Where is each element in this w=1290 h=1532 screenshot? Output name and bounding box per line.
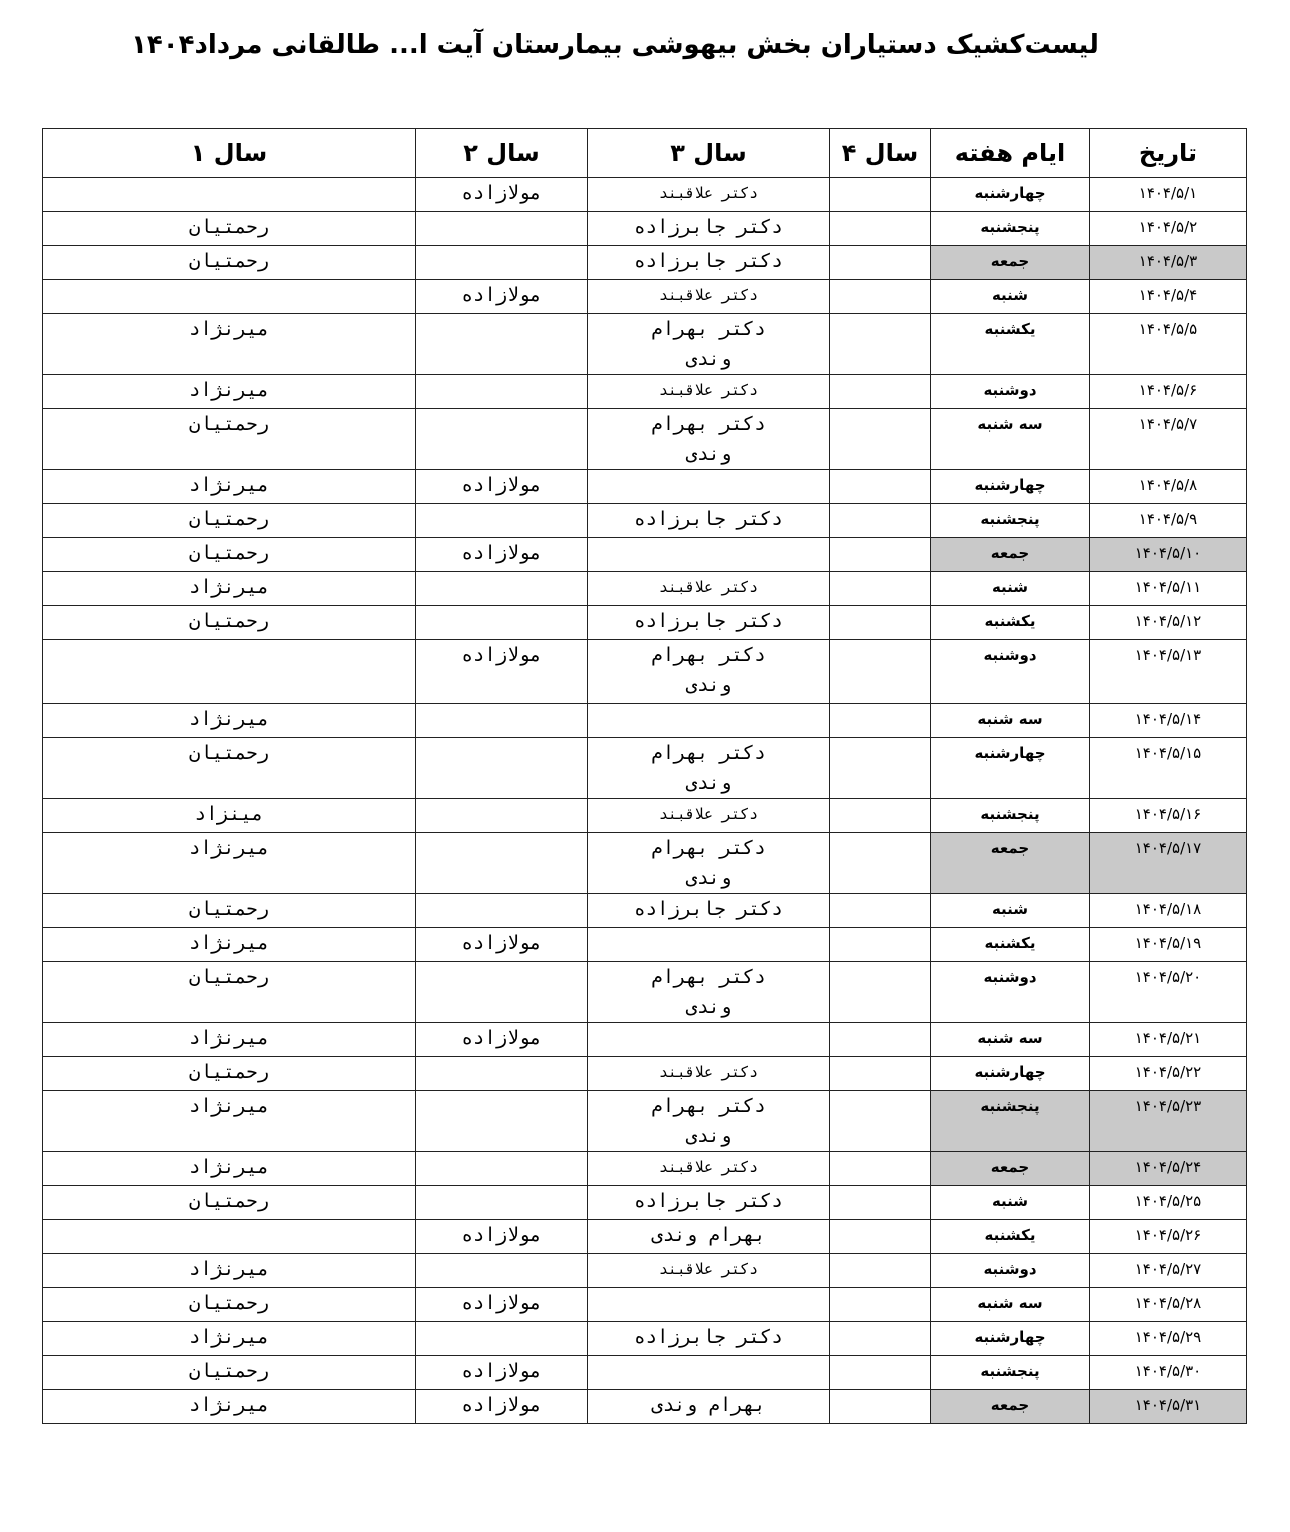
table-row xyxy=(43,833,1247,894)
weekday-cell: چهارشنبه xyxy=(931,470,1090,504)
date-cell: ۱۴۰۴/۵/۱۲ xyxy=(1090,606,1247,640)
date-cell: ۱۴۰۴/۵/۲۷ xyxy=(1090,1254,1247,1288)
year2-cell xyxy=(416,409,588,470)
weekday-cell: جمعه xyxy=(931,246,1090,280)
year3-cell xyxy=(588,1356,830,1390)
year4-cell xyxy=(830,1390,931,1424)
year4-cell xyxy=(830,375,931,409)
year3-cell: دکتر بهرام وندی xyxy=(588,409,830,470)
date-cell: ۱۴۰۴/۵/۲۴ xyxy=(1090,1152,1247,1186)
table-row xyxy=(43,1220,1247,1254)
year4-cell xyxy=(830,470,931,504)
year2-cell xyxy=(416,375,588,409)
table-row xyxy=(43,178,1247,212)
date-cell: ۱۴۰۴/۵/۳۱ xyxy=(1090,1390,1247,1424)
year1-cell: میرنژاد xyxy=(43,375,416,409)
weekday-cell: سه شنبه xyxy=(931,409,1090,470)
date-cell: ۱۴۰۴/۵/۲۰ xyxy=(1090,962,1247,1023)
year3-cell: دکتر علاقبند xyxy=(588,799,830,833)
weekday-cell: سه شنبه xyxy=(931,1288,1090,1322)
year4-cell xyxy=(830,280,931,314)
year2-cell: مولازاده xyxy=(416,1356,588,1390)
table-row xyxy=(43,1254,1247,1288)
year3-cell: دکتر بهرام وندی xyxy=(588,833,830,894)
year3-cell xyxy=(588,538,830,572)
table-row xyxy=(43,212,1247,246)
weekday-cell: پنجشنبه xyxy=(931,799,1090,833)
year2-cell xyxy=(416,314,588,375)
year3-cell: دکتر جابرزاده xyxy=(588,894,830,928)
header-year4: سال ۴ xyxy=(830,129,931,178)
header-year1: سال ۱ xyxy=(43,129,416,178)
weekday-cell: شنبه xyxy=(931,280,1090,314)
weekday-cell: جمعه xyxy=(931,833,1090,894)
table-row xyxy=(43,1023,1247,1057)
year3-cell: دکتر بهرام وندی xyxy=(588,1091,830,1152)
year2-cell xyxy=(416,833,588,894)
year4-cell xyxy=(830,640,931,704)
weekday-cell: چهارشنبه xyxy=(931,738,1090,799)
date-cell: ۱۴۰۴/۵/۱۹ xyxy=(1090,928,1247,962)
table-row xyxy=(43,894,1247,928)
year4-cell xyxy=(830,1322,931,1356)
year3-cell xyxy=(588,928,830,962)
table-row xyxy=(43,572,1247,606)
year4-cell xyxy=(830,962,931,1023)
year2-cell xyxy=(416,1057,588,1091)
date-cell: ۱۴۰۴/۵/۲۹ xyxy=(1090,1322,1247,1356)
date-cell: ۱۴۰۴/۵/۲۵ xyxy=(1090,1186,1247,1220)
year3-cell xyxy=(588,470,830,504)
table-row xyxy=(43,375,1247,409)
weekday-cell: چهارشنبه xyxy=(931,1322,1090,1356)
header-row xyxy=(43,129,1247,178)
year2-cell: مولازاده xyxy=(416,470,588,504)
table-row xyxy=(43,640,1247,704)
date-cell: ۱۴۰۴/۵/۷ xyxy=(1090,409,1247,470)
year1-cell: میرنژاد xyxy=(43,1023,416,1057)
table-row xyxy=(43,409,1247,470)
year2-cell xyxy=(416,799,588,833)
year2-cell: مولازاده xyxy=(416,640,588,704)
header-year2: سال ۲ xyxy=(416,129,588,178)
date-cell: ۱۴۰۴/۵/۲۸ xyxy=(1090,1288,1247,1322)
date-cell: ۱۴۰۴/۵/۱۱ xyxy=(1090,572,1247,606)
header-year3: سال ۳ xyxy=(588,129,830,178)
year1-cell: میرنژاد xyxy=(43,704,416,738)
year2-cell: مولازاده xyxy=(416,1023,588,1057)
year1-cell: رحمتیان xyxy=(43,504,416,538)
year3-cell: دکتر علاقبند xyxy=(588,375,830,409)
year3-cell: دکتر بهرام وندی xyxy=(588,738,830,799)
table-row xyxy=(43,280,1247,314)
date-cell: ۱۴۰۴/۵/۲۲ xyxy=(1090,1057,1247,1091)
date-cell: ۱۴۰۴/۵/۲۳ xyxy=(1090,1091,1247,1152)
date-cell: ۱۴۰۴/۵/۱۰ xyxy=(1090,538,1247,572)
year4-cell xyxy=(830,704,931,738)
date-cell: ۱۴۰۴/۵/۱ xyxy=(1090,178,1247,212)
year1-cell xyxy=(43,178,416,212)
year4-cell xyxy=(830,212,931,246)
weekday-cell: شنبه xyxy=(931,572,1090,606)
table-row xyxy=(43,928,1247,962)
year1-cell xyxy=(43,280,416,314)
weekday-cell: سه شنبه xyxy=(931,704,1090,738)
year2-cell xyxy=(416,572,588,606)
year4-cell xyxy=(830,178,931,212)
year4-cell xyxy=(830,1288,931,1322)
year4-cell xyxy=(830,1254,931,1288)
year1-cell: رحمتیان xyxy=(43,538,416,572)
year3-cell: دکتر علاقبند xyxy=(588,1254,830,1288)
year2-cell xyxy=(416,1322,588,1356)
year1-cell xyxy=(43,640,416,704)
date-cell: ۱۴۰۴/۵/۵ xyxy=(1090,314,1247,375)
year1-cell: رحمتیان xyxy=(43,1057,416,1091)
year3-cell: دکتر بهرام وندی xyxy=(588,314,830,375)
year1-cell: رحمتیان xyxy=(43,738,416,799)
year3-cell: دکتر جابرزاده xyxy=(588,246,830,280)
year2-cell xyxy=(416,962,588,1023)
year1-cell: میرنژاد xyxy=(43,314,416,375)
year3-cell: دکتر جابرزاده xyxy=(588,212,830,246)
year2-cell xyxy=(416,894,588,928)
table-row xyxy=(43,470,1247,504)
date-cell: ۱۴۰۴/۵/۸ xyxy=(1090,470,1247,504)
year1-cell: میرنژاد xyxy=(43,470,416,504)
year1-cell xyxy=(43,1220,416,1254)
table-row xyxy=(43,704,1247,738)
year1-cell: میرنژاد xyxy=(43,1254,416,1288)
year1-cell: میرنژاد xyxy=(43,833,416,894)
year1-cell: رحمتیان xyxy=(43,962,416,1023)
date-cell: ۱۴۰۴/۵/۳۰ xyxy=(1090,1356,1247,1390)
weekday-cell: شنبه xyxy=(931,894,1090,928)
table-row xyxy=(43,1390,1247,1424)
year3-cell: دکتر علاقبند xyxy=(588,572,830,606)
year4-cell xyxy=(830,894,931,928)
table-row xyxy=(43,1152,1247,1186)
table-row xyxy=(43,1091,1247,1152)
table-row xyxy=(43,738,1247,799)
year1-cell: میرنژاد xyxy=(43,928,416,962)
year1-cell: رحمتیان xyxy=(43,606,416,640)
year4-cell xyxy=(830,572,931,606)
year4-cell xyxy=(830,1220,931,1254)
year3-cell xyxy=(588,1023,830,1057)
year3-cell: بهرام وندی xyxy=(588,1390,830,1424)
weekday-cell: پنجشنبه xyxy=(931,504,1090,538)
year4-cell xyxy=(830,799,931,833)
date-cell: ۱۴۰۴/۵/۲ xyxy=(1090,212,1247,246)
year1-cell: میرنژاد xyxy=(43,1390,416,1424)
date-cell: ۱۴۰۴/۵/۲۶ xyxy=(1090,1220,1247,1254)
weekday-cell: دوشنبه xyxy=(931,1254,1090,1288)
year3-cell: دکتر جابرزاده xyxy=(588,504,830,538)
year1-cell: میرنژاد xyxy=(43,1091,416,1152)
year2-cell xyxy=(416,606,588,640)
weekday-cell: پنجشنبه xyxy=(931,212,1090,246)
year1-cell: مینزاد xyxy=(43,799,416,833)
header-weekday: ایام هفته xyxy=(931,129,1090,178)
year4-cell xyxy=(830,1186,931,1220)
table-row xyxy=(43,246,1247,280)
year3-cell: دکتر علاقبند xyxy=(588,178,830,212)
year4-cell xyxy=(830,314,931,375)
year4-cell xyxy=(830,928,931,962)
year2-cell: مولازاده xyxy=(416,280,588,314)
table-row xyxy=(43,1356,1247,1390)
year2-cell xyxy=(416,246,588,280)
date-cell: ۱۴۰۴/۵/۱۷ xyxy=(1090,833,1247,894)
table-row xyxy=(43,1288,1247,1322)
year4-cell xyxy=(830,504,931,538)
year3-cell: دکتر جابرزاده xyxy=(588,1186,830,1220)
year3-cell xyxy=(588,704,830,738)
table-row xyxy=(43,1057,1247,1091)
document-title: لیست‌کشیک دستیاران بخش بیهوشی بیمارستان آیت ا... طالقانی مرداد۱۴۰۴ xyxy=(131,30,1099,60)
year4-cell xyxy=(830,833,931,894)
year2-cell xyxy=(416,1152,588,1186)
date-cell: ۱۴۰۴/۵/۱۸ xyxy=(1090,894,1247,928)
table-row xyxy=(43,1186,1247,1220)
year1-cell: رحمتیان xyxy=(43,1288,416,1322)
year2-cell xyxy=(416,1186,588,1220)
table-row xyxy=(43,799,1247,833)
year1-cell: میرنژاد xyxy=(43,1322,416,1356)
year3-cell: دکتر علاقبند xyxy=(588,1152,830,1186)
roster-body xyxy=(43,178,1247,1424)
date-cell: ۱۴۰۴/۵/۴ xyxy=(1090,280,1247,314)
year4-cell xyxy=(830,246,931,280)
weekday-cell: جمعه xyxy=(931,1152,1090,1186)
date-cell: ۱۴۰۴/۵/۲۱ xyxy=(1090,1023,1247,1057)
year1-cell: رحمتیان xyxy=(43,894,416,928)
year3-cell: دکتر علاقبند xyxy=(588,1057,830,1091)
year4-cell xyxy=(830,409,931,470)
date-cell: ۱۴۰۴/۵/۶ xyxy=(1090,375,1247,409)
year3-cell: دکتر بهرام وندی xyxy=(588,640,830,704)
weekday-cell: چهارشنبه xyxy=(931,178,1090,212)
year2-cell: مولازاده xyxy=(416,928,588,962)
header-date: تاریخ xyxy=(1090,129,1247,178)
year2-cell xyxy=(416,1254,588,1288)
date-cell: ۱۴۰۴/۵/۱۵ xyxy=(1090,738,1247,799)
weekday-cell: دوشنبه xyxy=(931,640,1090,704)
year2-cell: مولازاده xyxy=(416,1390,588,1424)
year2-cell: مولازاده xyxy=(416,178,588,212)
on-call-roster-table xyxy=(42,128,1247,1424)
date-cell: ۱۴۰۴/۵/۱۴ xyxy=(1090,704,1247,738)
year3-cell: دکتر جابرزاده xyxy=(588,1322,830,1356)
year1-cell: رحمتیان xyxy=(43,246,416,280)
weekday-cell: پنجشنبه xyxy=(931,1356,1090,1390)
year4-cell xyxy=(830,1152,931,1186)
table-row xyxy=(43,314,1247,375)
weekday-cell: جمعه xyxy=(931,1390,1090,1424)
year2-cell: مولازاده xyxy=(416,1288,588,1322)
weekday-cell: دوشنبه xyxy=(931,375,1090,409)
date-cell: ۱۴۰۴/۵/۱۶ xyxy=(1090,799,1247,833)
year2-cell xyxy=(416,1091,588,1152)
year4-cell xyxy=(830,1091,931,1152)
year3-cell: دکتر جابرزاده xyxy=(588,606,830,640)
year2-cell xyxy=(416,738,588,799)
year1-cell: رحمتیان xyxy=(43,1186,416,1220)
table-row xyxy=(43,538,1247,572)
weekday-cell: یکشنبه xyxy=(931,1220,1090,1254)
weekday-cell: پنجشنبه xyxy=(931,1091,1090,1152)
year2-cell xyxy=(416,212,588,246)
year2-cell xyxy=(416,504,588,538)
year4-cell xyxy=(830,1356,931,1390)
year4-cell xyxy=(830,606,931,640)
weekday-cell: دوشنبه xyxy=(931,962,1090,1023)
year4-cell xyxy=(830,1057,931,1091)
year2-cell: مولازاده xyxy=(416,538,588,572)
year3-cell xyxy=(588,1288,830,1322)
year1-cell: میرنژاد xyxy=(43,1152,416,1186)
year3-cell: بهرام وندی xyxy=(588,1220,830,1254)
table-row xyxy=(43,1322,1247,1356)
year4-cell xyxy=(830,738,931,799)
year4-cell xyxy=(830,538,931,572)
year1-cell: میرنژاد xyxy=(43,572,416,606)
table-row xyxy=(43,962,1247,1023)
year4-cell xyxy=(830,1023,931,1057)
weekday-cell: یکشنبه xyxy=(931,606,1090,640)
date-cell: ۱۴۰۴/۵/۹ xyxy=(1090,504,1247,538)
year1-cell: رحمتیان xyxy=(43,1356,416,1390)
weekday-cell: سه شنبه xyxy=(931,1023,1090,1057)
date-cell: ۱۴۰۴/۵/۱۳ xyxy=(1090,640,1247,704)
weekday-cell: چهارشنبه xyxy=(931,1057,1090,1091)
year2-cell xyxy=(416,704,588,738)
weekday-cell: یکشنبه xyxy=(931,928,1090,962)
year2-cell: مولازاده xyxy=(416,1220,588,1254)
year3-cell: دکتر بهرام وندی xyxy=(588,962,830,1023)
weekday-cell: جمعه xyxy=(931,538,1090,572)
weekday-cell: یکشنبه xyxy=(931,314,1090,375)
table-row xyxy=(43,606,1247,640)
table-row xyxy=(43,504,1247,538)
weekday-cell: شنبه xyxy=(931,1186,1090,1220)
year1-cell: رحمتیان xyxy=(43,409,416,470)
year3-cell: دکتر علاقبند xyxy=(588,280,830,314)
date-cell: ۱۴۰۴/۵/۳ xyxy=(1090,246,1247,280)
year1-cell: رحمتیان xyxy=(43,212,416,246)
